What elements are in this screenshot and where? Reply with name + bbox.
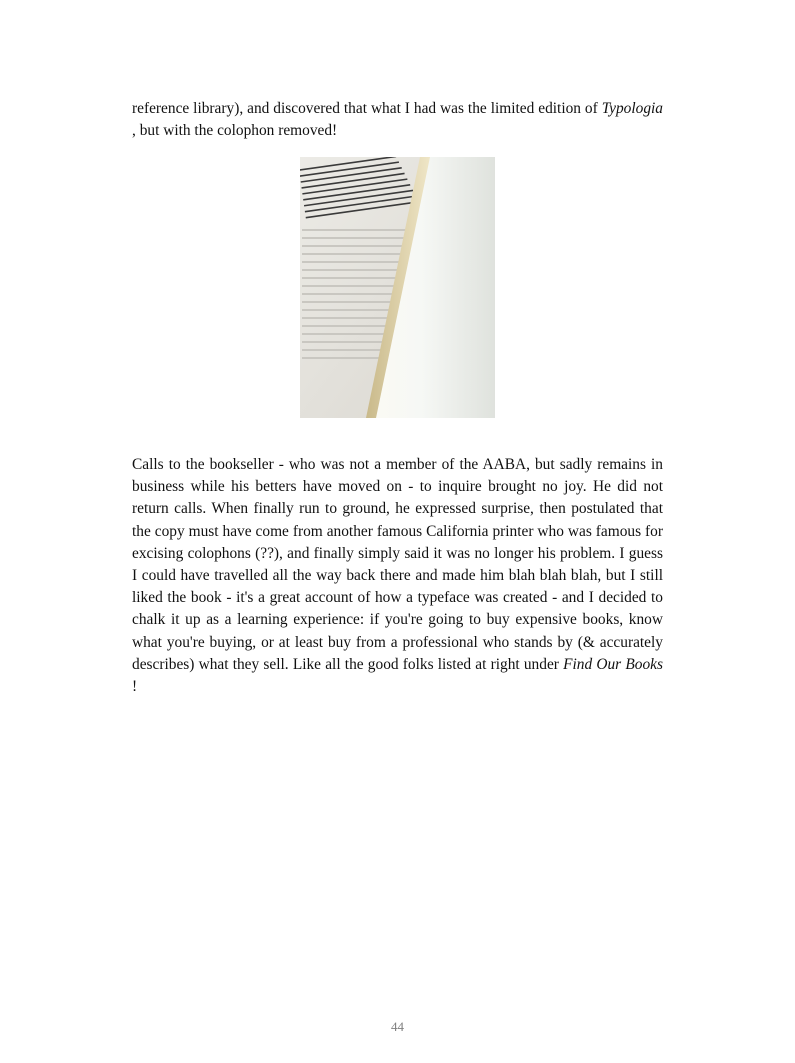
- book-title-typologia: Typologia: [601, 100, 663, 117]
- paragraph-text-end: !: [132, 678, 138, 696]
- paragraph-typologia: [132, 98, 663, 142]
- find-our-books-reference: Find Our Books: [563, 655, 663, 673]
- paragraph-text-main: Calls to the bookseller - who was not a member of the AABA, but sadly remains in business while his betters have moved on - to inquire brought no joy. He did not return calls. When finally run to ground, he expressed surprise, then postulated that the copy must have come from another famous California printer who was famous for excising colophons (??), and finally simply said it was no longer his problem. I guess I could have travelled all the way back there and made him blah blah blah, but I still liked the book - it's a great account of how a typeface was created - and I decided to chalk it up as a learning experience: if you're going to buy expensive books, know what you're buying, or at least buy from a professional who stands by (& accurately describes) what they sell. Like all the good folks listed at right under: [132, 456, 663, 673]
- page-number: 44: [391, 1019, 404, 1034]
- paragraph-bookseller: [132, 454, 663, 698]
- paragraph-text-before: reference library), and discovered that what I had was the limited edition of: [132, 100, 602, 117]
- paragraph-text-after: , but with the colophon removed!: [132, 122, 338, 140]
- book-page-photo: [300, 157, 495, 418]
